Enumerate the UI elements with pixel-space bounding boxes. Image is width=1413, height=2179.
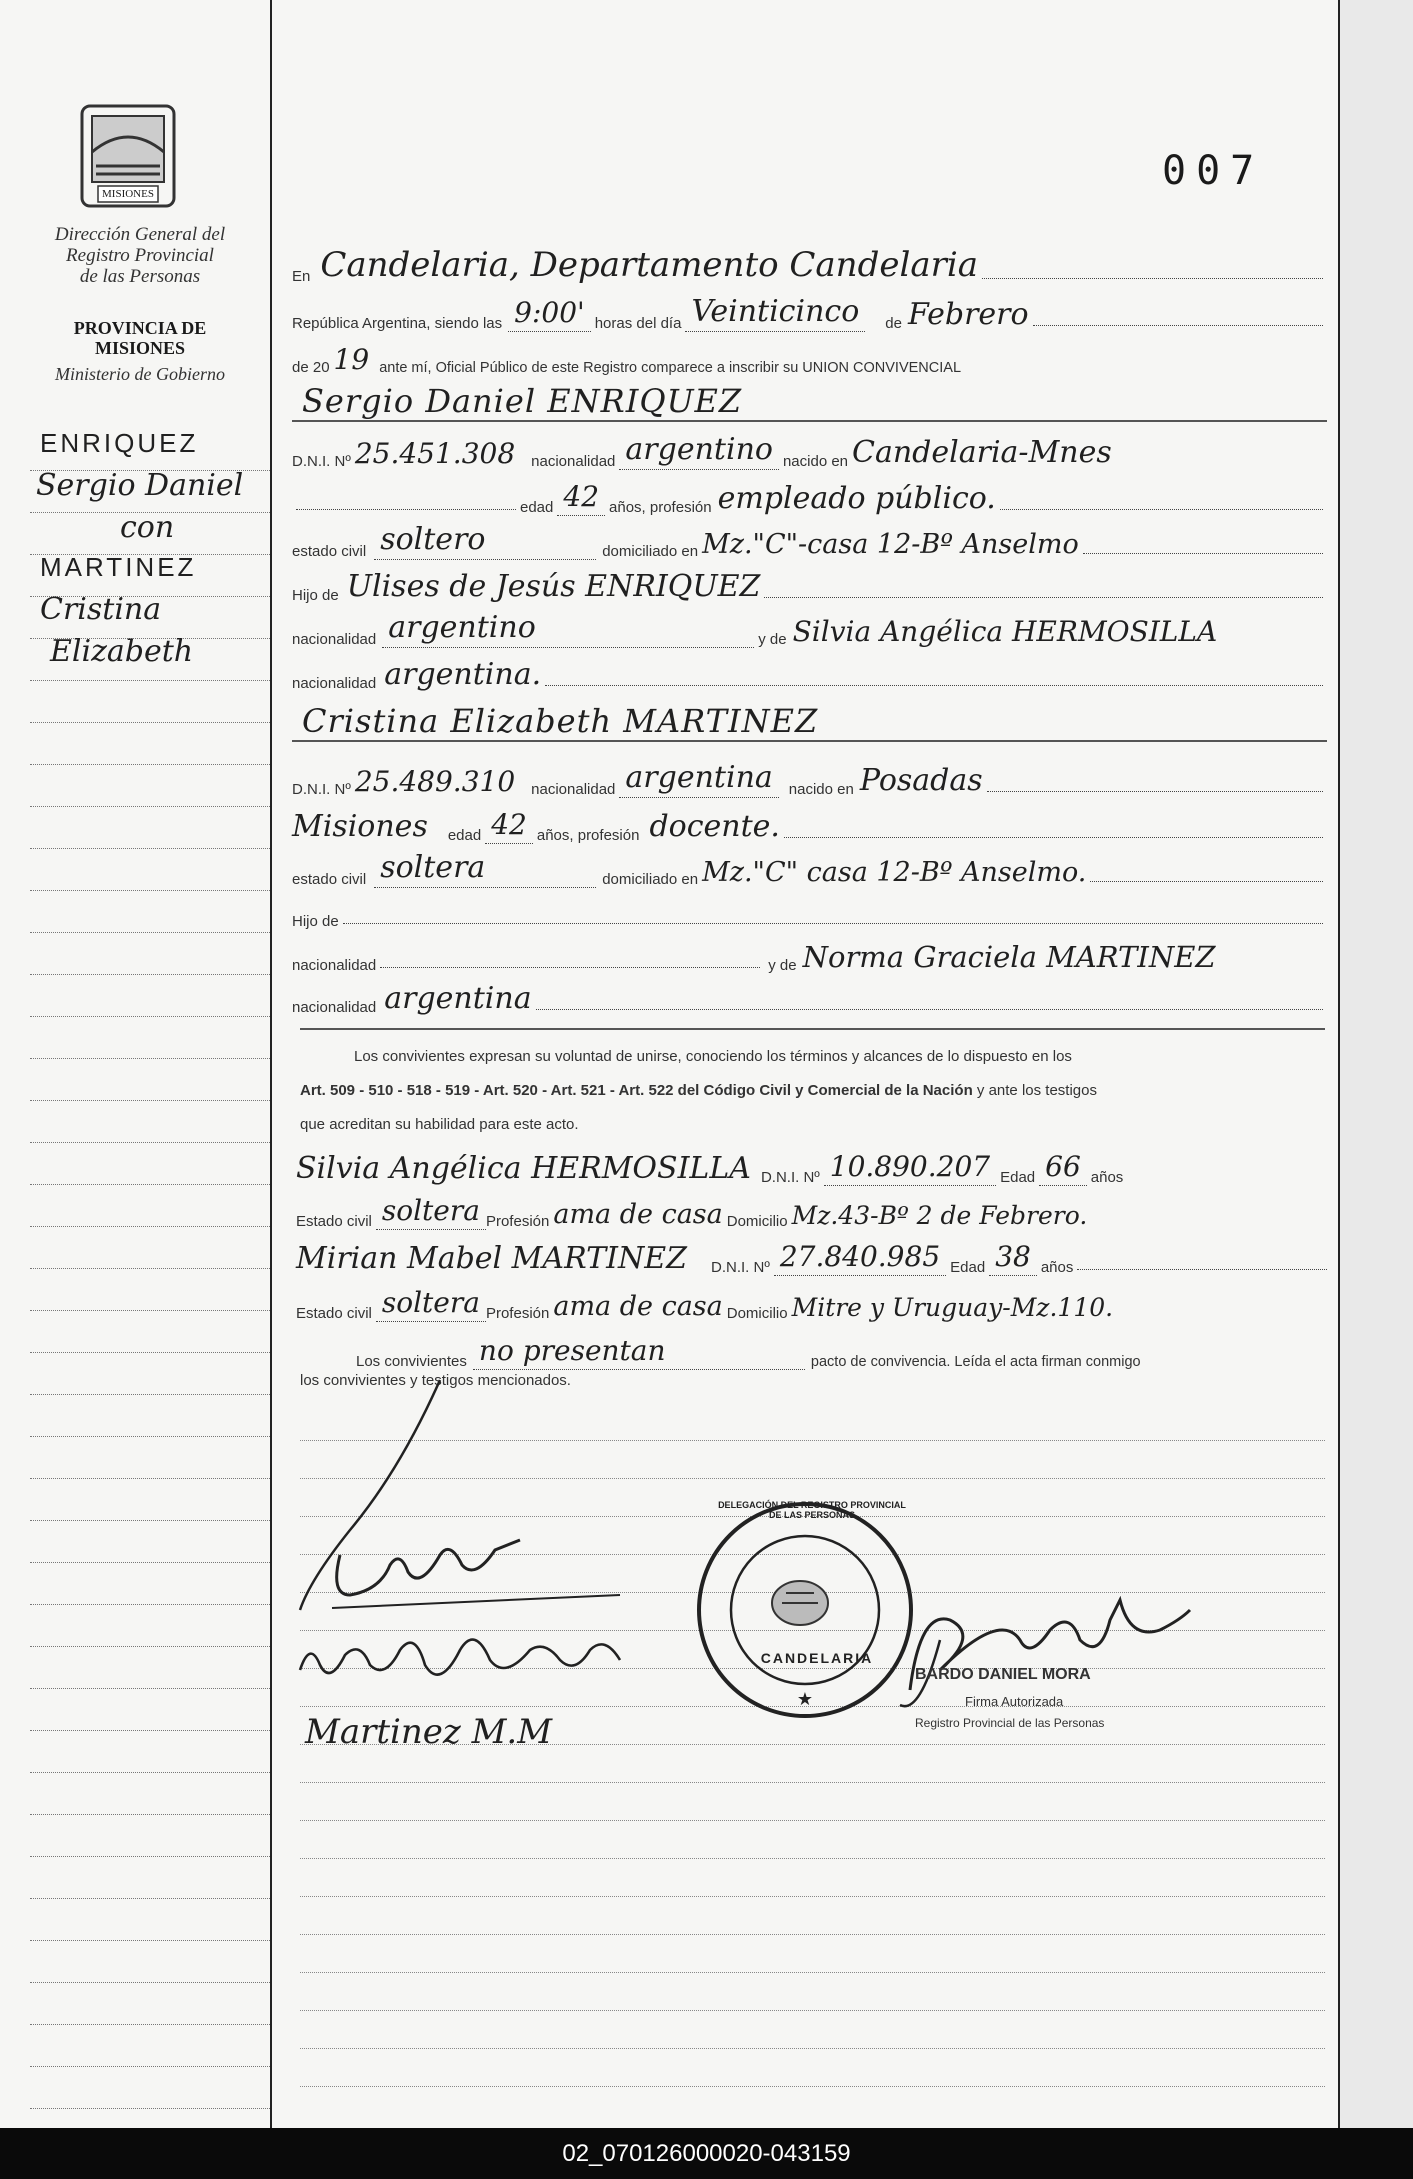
person1-father-nationality: argentino <box>382 610 754 648</box>
statement-line-2 <box>300 1074 1330 1108</box>
person2-mother-nationality: argentina <box>384 981 532 1016</box>
margin-rule-line <box>30 764 270 765</box>
margin-rule-line <box>30 1772 270 1773</box>
seal-label: MISIONES <box>102 188 154 200</box>
statement-line-2-rest: y ante los testigos <box>972 1082 1097 1099</box>
person1-name: Sergio Daniel ENRIQUEZ <box>302 382 743 420</box>
body-rule-line <box>300 1972 1325 1973</box>
label-estado: Estado civil <box>296 1213 372 1230</box>
agency-name <box>20 224 260 287</box>
label-nacionalidad: nacionalidad <box>531 781 616 798</box>
scan-id-footer: 02_070126000020-043159 <box>0 2128 1413 2179</box>
label-de: de <box>885 315 902 332</box>
margin-note-line-6: Elizabeth <box>50 634 194 669</box>
margin-rule-line <box>30 1142 270 1143</box>
person2-profession: docente. <box>649 809 780 844</box>
province-line-2: MISIONES <box>94 338 186 358</box>
line-person1-dni <box>292 430 1332 470</box>
label-dni: D.N.I. Nº <box>292 453 351 470</box>
body-rule-line <box>300 2086 1325 2087</box>
statement-block <box>300 1040 1330 1142</box>
margin-rule-line <box>30 1352 270 1353</box>
person1-profession: empleado público. <box>717 481 996 516</box>
person2-name: Cristina Elizabeth MARTINEZ <box>302 702 819 740</box>
page-number: 007 <box>1162 148 1265 194</box>
line-person2-age <box>292 804 1327 844</box>
person2-nationality: argentina <box>619 760 778 798</box>
right-edge-rule <box>1338 0 1340 2128</box>
margin-rule-line <box>30 1856 270 1857</box>
margin-rule-line <box>30 1520 270 1521</box>
witness1-age: 66 <box>1039 1150 1087 1186</box>
value-month: Febrero <box>907 297 1029 332</box>
label-edad: edad <box>520 499 554 516</box>
official-office: Registro Provincial de las Personas <box>915 1716 1105 1730</box>
body-rule-line <box>300 1820 1325 1821</box>
closing-pact: no presentan <box>473 1334 805 1370</box>
stamp-outer-text: DELEGACIÓN DEL REGISTRO PROVINCIAL DE LAS PERSONAS <box>718 1500 906 1520</box>
signature-3: Martinez M.M <box>305 1712 553 1752</box>
label-domicilio: domiciliado en <box>602 871 699 888</box>
line-witness1-civil <box>296 1190 1336 1230</box>
left-margin-rule <box>270 0 272 2128</box>
label-nacionalidad: nacionalidad <box>292 675 377 692</box>
margin-rule-line <box>30 1688 270 1689</box>
person1-mother: Silvia Angélica HERMOSILLA <box>792 615 1218 648</box>
person1-age: 42 <box>557 480 605 516</box>
margin-rule-line <box>30 1058 270 1059</box>
label-hijo: Hijo de <box>292 913 339 930</box>
witness1-address: Mz.43-Bº 2 de Febrero. <box>791 1201 1088 1230</box>
person2-mother: Norma Graciela MARTINEZ <box>802 940 1216 974</box>
label-nacionalidad: nacionalidad <box>292 999 377 1016</box>
label-anos: años <box>1040 1259 1074 1276</box>
person2-civil-status: soltera <box>374 850 596 888</box>
margin-note-line-1: ENRIQUEZ <box>40 428 199 458</box>
label-profesion: Profesión <box>485 1305 550 1322</box>
label-hijo: Hijo de <box>292 587 339 604</box>
statement-line-1: Los convivientes expresan su voluntad de unirse, conociendo los términos y alcances de lo dispuesto en los <box>354 1048 1072 1065</box>
margin-rule-line <box>30 806 270 807</box>
agency-line-3: de las Personas <box>79 266 201 287</box>
line-witness2-civil <box>296 1282 1336 1322</box>
margin-rule-line <box>30 1016 270 1017</box>
margin-rule-line <box>30 2024 270 2025</box>
margin-rule-line <box>30 890 270 891</box>
margin-rule-line <box>30 1814 270 1815</box>
label-domicilio: Domicilio <box>726 1213 788 1230</box>
person2-birthplace-province: Misiones <box>292 809 428 844</box>
province-name <box>20 318 260 358</box>
person1-dni: 25.451.308 <box>354 437 516 470</box>
value-day: Veinticinco <box>685 294 865 332</box>
margin-rule-line <box>30 1898 270 1899</box>
label-year-prefix: de 20 <box>292 359 330 376</box>
person2-address: Mz."C" casa 12-Bº Anselmo. <box>702 857 1087 888</box>
witness1-dni: 10.890.207 <box>824 1150 996 1186</box>
witness1-name: Silvia Angélica HERMOSILLA <box>296 1151 751 1186</box>
official-name: BARDO DANIEL MORA <box>915 1666 1091 1683</box>
margin-rule-line <box>30 1478 270 1479</box>
line-person2-dni <box>292 758 1327 798</box>
margin-rule-line <box>30 848 270 849</box>
label-nacido: nacido en <box>782 453 849 470</box>
body-rule-line <box>300 2048 1325 2049</box>
label-profesion: Profesión <box>485 1213 550 1230</box>
line-witness2-name <box>296 1236 1331 1276</box>
value-time: 9:00' <box>508 296 591 332</box>
margin-rule-line <box>30 1100 270 1101</box>
line-person1-father <box>292 564 1327 604</box>
closing-rest: pacto de convivencia. Leída el acta firman conmigo <box>810 1354 1141 1370</box>
person1-mother-nationality: argentina. <box>384 657 542 692</box>
label-dni: D.N.I. Nº <box>710 1259 770 1276</box>
label-nacionalidad: nacionalidad <box>531 453 616 470</box>
person2-birthplace: Posadas <box>859 763 983 798</box>
closing-los: Los convivientes <box>356 1353 467 1370</box>
label-edad: Edad <box>950 1259 986 1276</box>
line-witness1-name <box>296 1146 1331 1186</box>
section-divider <box>300 1028 1325 1030</box>
line-person1-age <box>292 476 1327 516</box>
label-nacionalidad: nacionalidad <box>292 631 377 648</box>
value-year: 19 <box>333 343 370 376</box>
margin-rule-line <box>30 722 270 723</box>
body-rule-line <box>300 1934 1325 1935</box>
label-domicilio: Domicilio <box>726 1305 788 1322</box>
label-estado: estado civil <box>292 543 367 560</box>
margin-rule-line <box>30 974 270 975</box>
line-person2-father <box>292 890 1327 930</box>
witness2-address: Mitre y Uruguay-Mz.110. <box>791 1293 1114 1322</box>
body-rule-line <box>300 1858 1325 1859</box>
line-place <box>292 245 1327 285</box>
witness1-profession: ama de casa <box>553 1199 723 1230</box>
person2-dni: 25.489.310 <box>354 765 516 798</box>
agency-line-2: Registro Provincial <box>66 245 214 266</box>
line-year <box>292 336 1327 376</box>
person1-nationality: argentino <box>619 432 779 470</box>
ministry-name: Ministerio de Gobierno <box>55 364 225 384</box>
label-anos: años, profesión <box>536 827 640 844</box>
body-rule-line <box>300 2010 1325 2011</box>
person1-birthplace: Candelaria-Mnes <box>852 435 1112 470</box>
body-rule-line <box>300 1896 1325 1897</box>
person1-father: Ulises de Jesús ENRIQUEZ <box>346 569 761 604</box>
province-line-1: PROVINCIA DE <box>73 318 207 338</box>
label-edad: edad <box>447 827 482 844</box>
label-estado: Estado civil <box>296 1305 372 1322</box>
margin-rule-line <box>30 1436 270 1437</box>
label-dni: D.N.I. Nº <box>760 1169 820 1186</box>
margin-rule-line <box>30 1730 270 1731</box>
margin-note-line-5: Cristina <box>40 592 162 627</box>
margin-note-line-4: MARTINEZ <box>40 552 197 582</box>
agency-line-1: Dirección General del <box>54 224 226 245</box>
margin-rule-line <box>30 1268 270 1269</box>
margin-rule-line <box>30 932 270 933</box>
person1-civil-status: soltero <box>374 522 596 560</box>
margin-note-line-2: Sergio Daniel <box>36 468 244 503</box>
witness2-civil-status: soltera <box>376 1286 486 1322</box>
official-title: Firma Autorizada <box>965 1694 1064 1709</box>
line-person2-name <box>292 700 1327 742</box>
person2-age: 42 <box>485 808 533 844</box>
witness2-dni: 27.840.985 <box>774 1240 946 1276</box>
line-person1-name <box>292 380 1327 422</box>
body-rule-line <box>300 1782 1325 1783</box>
witness2-age: 38 <box>989 1240 1037 1276</box>
witness2-name: Mirian Mabel MARTINEZ <box>296 1241 687 1276</box>
label-y-de: y de <box>758 631 787 648</box>
signature-2 <box>290 1610 650 1700</box>
margin-rule-line <box>30 1394 270 1395</box>
label-anos: años <box>1090 1169 1124 1186</box>
label-en: En <box>292 268 311 285</box>
line-date <box>292 292 1327 332</box>
line-person2-civil <box>292 848 1327 888</box>
label-edad: Edad <box>1000 1169 1036 1186</box>
margin-rule-line <box>30 2108 270 2109</box>
label-horas: horas del día <box>594 315 682 332</box>
statement-line-3: que acreditan su habilidad para este acto. <box>300 1116 579 1133</box>
svg-text:★: ★ <box>796 1689 814 1709</box>
margin-note <box>36 428 270 676</box>
label-ante: ante mí, Oficial Público de este Registro comparece a inscribir su UNION CONVIVENCIAL <box>379 360 962 376</box>
label-estado: estado civil <box>292 871 367 888</box>
margin-rule-line <box>30 1310 270 1311</box>
margin-rule-line <box>30 1226 270 1227</box>
witness2-profession: ama de casa <box>553 1291 723 1322</box>
margin-rule-line <box>30 1940 270 1941</box>
margin-rule-line <box>30 1982 270 1983</box>
label-y-de: y de <box>768 957 797 974</box>
margin-rule-line <box>30 1604 270 1605</box>
margin-rule-line <box>30 2066 270 2067</box>
margin-rule-line <box>30 1646 270 1647</box>
stamp-inner-text: CANDELARIA <box>760 1650 874 1666</box>
label-nacionalidad: nacionalidad <box>292 957 377 974</box>
line-person1-civil <box>292 520 1327 560</box>
label-anos: años, profesión <box>609 499 712 516</box>
label-nacido: nacido en <box>788 781 854 798</box>
margin-note-line-3: con <box>120 510 175 545</box>
line-person2-mother-nat <box>292 976 1327 1016</box>
closing-line-2: los convivientes y testigos mencionados. <box>300 1372 571 1389</box>
margin-rule-line <box>30 680 270 681</box>
person1-address: Mz."C"-casa 12-Bº Anselmo <box>702 529 1079 560</box>
witness1-civil-status: soltera <box>376 1194 486 1230</box>
label-republica: República Argentina, siendo las <box>292 315 503 332</box>
margin-rule-line <box>30 1562 270 1563</box>
statement-articles: Art. 509 - 510 - 518 - 519 - Art. 520 - Art. 521 - Art. 522 del Código Civil y Comercial de la Nación <box>300 1082 973 1099</box>
line-person1-mother-nat <box>292 652 1327 692</box>
label-domicilio: domiciliado en <box>602 543 699 560</box>
margin-rule-line <box>30 1184 270 1185</box>
label-dni: D.N.I. Nº <box>292 781 351 798</box>
line-person2-mother <box>292 934 1332 974</box>
line-person1-mother <box>292 608 1332 648</box>
value-place: Candelaria, Departamento Candelaria <box>320 245 978 285</box>
